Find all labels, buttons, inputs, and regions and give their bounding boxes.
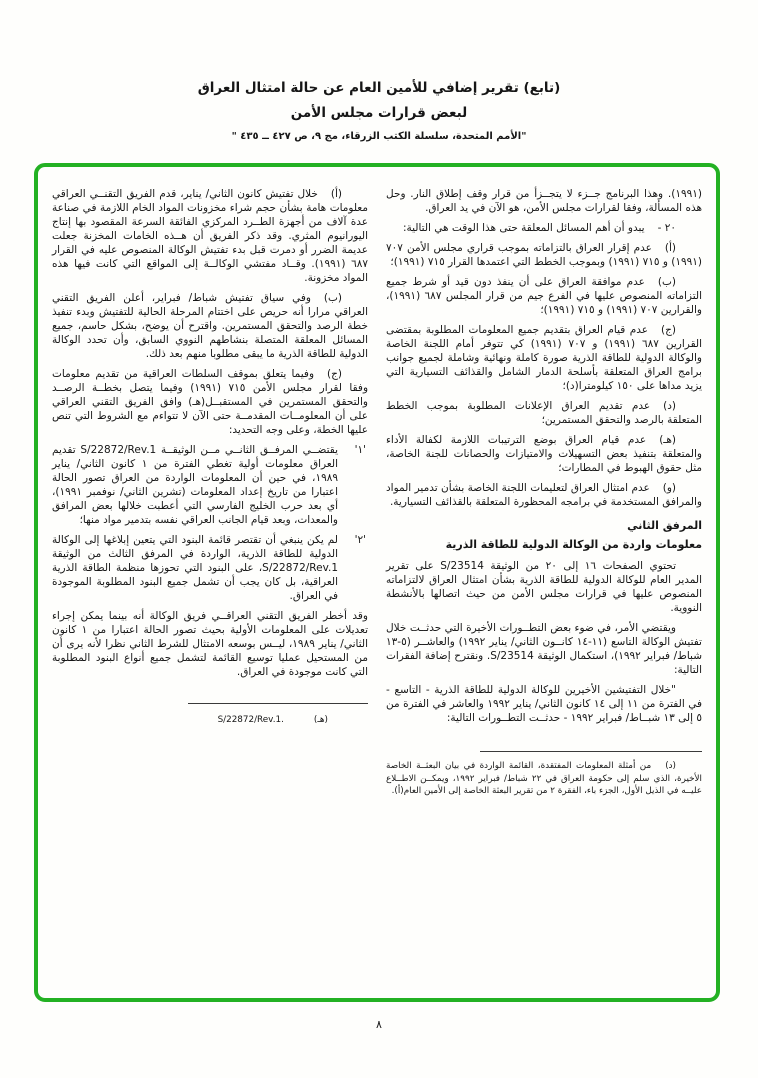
footnote-marker: (د) (665, 761, 676, 771)
list-item (386, 323, 702, 393)
paragraph-text: (١٩٩١). وهذا البرنامج جــزء لا يتجــزأ من قرار وقف إطلاق النار. وحل هذه المسألة، وفقا لقرارات مجلس الأمن، هو الآن في يد العراق. (386, 188, 702, 214)
list-item (386, 241, 702, 269)
paragraph-text: ويقتضي الأمر، في ضوء بعض التطــورات الأخيرة التي حدثــت خلال تفتيش الوكالة التاسع (١١-١٤ كانــون الثاني/ يناير ١٩٩٢) والعاشــر (٥-١٣ شباط/ فبراير ١٩٩٢)، استكمال الوثيقة S/23514. ونقترح إضافة الفقرات التالية: (386, 622, 702, 676)
paragraph-text: عدم تقديم العراق الإعلانات المطلوبة بموجب الخطط المتعلقة بالرصد والتحقق المستمرين؛ (386, 400, 702, 426)
list-item (386, 275, 702, 317)
two-column-layout (38, 167, 716, 998)
paragraph-text: وفي سياق تفتيش شباط/ فبراير، أعلن الفريق التقني العراقي مرارا أنه حريص على اختتام المرحلة الحالية للتفتيش وبدء تنفيذ خطة الرصد والتحقق المستمرين. واقترح أن يوضح، بشكل حاسم، جميع المسائل المعلقة المتصلة بنشاطهم النووي السابق، وأن تحدد الوكالة الدولية للطاقة الذرية ما يبقى مطلوبا منهم بعد ذلك. (52, 292, 368, 360)
footnote (386, 760, 702, 798)
list-item (386, 481, 702, 509)
paragraph-text: تحتوي الصفحات ١٦ إلى ٢٠ من الوثيقة S/23514 على تقرير المدير العام للوكالة الدولية للطاقة الذرية بشأن امتثال العراق لالتزاماته المنصوص عليها في قرارات مجلس الأمن من حيث اتصالها بالأنشطة النووية. (386, 560, 702, 614)
paragraph-text: خلال تفتيش كانون الثاني/ يناير، قدم الفريق التقنــي العراقي معلومات هامة بشأن حجم شراء مخزونات المواد الخام اللازمة في صناعة عدة آلاف من أجهزة الطــرد المركزي الفائقة السرعة المقصود بها إنتاج اليورانيوم المثري. وقد ذكر الفريق أن هــذه الخامات المخزنة جعلت عديمة الضرر أو دمرت قبل بدء تفتيش الوكالة المنصوص عليه في القرار ٦٨٧ (١٩٩١). وقــاد مفتشي الوكالــة إلى المواقع التي كانت فيها هذه المواد مخزونة. (52, 188, 369, 284)
footnote-divider (480, 751, 702, 752)
item-marker: (و) (662, 482, 676, 494)
right-column (386, 187, 702, 998)
page-number: ٨ (376, 1018, 382, 1031)
footnote-text: S/22872/Rev.1. (217, 715, 284, 725)
footnote-marker: (هـ) (313, 715, 328, 725)
left-column (52, 187, 368, 998)
paragraph-text: عدم قيام العراق بتقديم جميع المعلومات المطلوبة بمقتضى القرارين ٦٨٧ (١٩٩١) و ٧٠٧ (١٩٩١) كي تتوفر أمام اللجنة الخاصة والوكالة الدولية للطاقة الذرية صورة كاملة ونهائية وشاملة لجميع جوانب برامج العراق المتعلقة بأسلحة الدمار الشامل والقذائف التسيارية التي يزيد مداها على ١٥٠ كيلومترا(د)؛ (386, 324, 702, 392)
paragraph-text: وفيما يتعلق بموقف السلطات العراقية من تقديم معلومات وفقا لقرار مجلس الأمن ٧١٥ (١٩٩١) وفيما يتصل بخطــة الرصــد والتحقق المستمرين في المستقبــل(هـ) وافق الفريق التقني العراقي على أن المعلومــات المقدمــة حتى الآن لا تتواءم مع الشروط التي تنص عليها الخطة، وعلى وجه التحديد: (52, 368, 369, 436)
item-marker: (أ) (664, 242, 676, 254)
paragraph (52, 609, 368, 679)
paragraph-text: يقتضــي المرفــق الثانــي مــن الوثيقــة S/22872/Rev.1 تقديم العراق معلومات أولية تغطي الفترة من ١ كانون الثاني/ يناير ١٩٨٩، في حين أن المعلومات الواردة من العراق تصور الحالة اعتبارا من تاريخ إعداد المعلومات (تشرين الثاني/ نوفمبر ١٩٩١)، أي بعد حرب الخليج الفارسي التي أعطبت خلالها بعض المرافق والمعدات، وبعد قيام الجانب العراقي نفسه بتدمير مواد منها؛ (52, 444, 338, 526)
list-item (52, 291, 368, 361)
report-title-line2: لبعض قرارات مجلس الأمن (290, 105, 468, 121)
annex-heading: المرفق الثاني (627, 519, 702, 532)
item-marker: (د) (663, 400, 676, 412)
source-citation: "الأمم المتحدة، سلسلة الكتب الزرقاء، مج ٩، ص ٤٢٧ ــ ٤٣٥ " (231, 131, 527, 142)
list-item (386, 399, 702, 427)
paragraph-number: ٢٠ - (657, 222, 676, 234)
paragraph-text: وقد أخطر الفريق التقني العراقــي فريق الوكالة أنه بينما يمكن إجراء تعديلات على المعلومات الأولية بحيث تصور الحالة اعتبارا من ١ كانون الثاني/ يناير ١٩٨٩، ليــس بوسعه الامتثال للشرط الثاني نظرا لأنه يرى أن من المستحيل عمليا توسيع القائمة لتشمل جميع أنواع البنود المطلوبة التي كانت موجودة في العراق. (52, 610, 369, 678)
item-marker: (ج) (327, 368, 342, 380)
item-marker: (ج) (661, 324, 676, 336)
report-title-line1: (تابع) تقرير إضافي للأمين العام عن حالة امتثال العراق (197, 80, 561, 96)
page-header (0, 80, 758, 142)
content-border-box (34, 163, 720, 1002)
footnote-text: من أمثلة المعلومات المفتقدة، القائمة الواردة في بيان البعثــة الخاصة الأخيرة، الذي سلم إلى حكومة العراق في ٢٢ شباط/ فبراير ١٩٩٢، ويمكــن الاطــلاع عليــه في الذيل الأول، الجزء باء، الفقرة ٢ من تقرير البعثة الخاصة إلى الأمين العام(أ). (386, 761, 703, 796)
sub-item (52, 443, 368, 527)
sub-item (52, 533, 368, 603)
annex-subheading: معلومات واردة من الوكالة الدولية للطاقة الذرية (445, 538, 702, 551)
paragraph-text: "خلال التفتيشين الأخيرين للوكالة الدولية للطاقة الذرية - التاسع - في الفترة من ١١ إلى ١٤ كانون الثاني/ يناير ١٩٩٢ والعاشر في الفترة من ٥ إلى ١٣ شبــاط/ فبراير ١٩٩٢ - حدثــت التطــورات التالية: (386, 684, 702, 724)
paragraph-text: لم يكن ينبغي أن تقتصر قائمة البنود التي يتعين إبلاغها إلى الوكالة الدولية للطاقة الذرية، الواردة في المرفق الثالث من الوثيقة S/22872/Rev.1، على البنود التي تحوزها منظمة الطاقة الذرية العراقية، بل كان يجب أن تشمل جميع البنود المطلوبة الموجودة في العراق. (52, 534, 338, 602)
paragraph-text: عدم إقرار العراق بالتزاماته بموجب قراري مجلس الأمن ٧٠٧ (١٩٩١) و ٧١٥ (١٩٩١) وبموجب الخطط التي اعتمدها القرار ٧١٥ (١٩٩١)؛ (386, 242, 702, 268)
paragraph (386, 221, 702, 235)
item-marker: (أ) (330, 188, 342, 200)
item-marker: (ب) (323, 292, 342, 304)
paragraph (386, 621, 702, 677)
paragraph-text: عدم موافقة العراق على أن ينفذ دون قيد أو شرط جميع التزاماته المنصوص عليها في الفرع جيم من قرار المجلس ٦٨٧ (١٩٩١)، والقرارين ٧٠٧ (١٩٩١) و ٧١٥ (١٩٩١)؛ (386, 276, 702, 316)
paragraph-text: يبدو أن أهم المسائل المعلقة حتى هذا الوقت هي التالية: (402, 222, 645, 234)
paragraph (386, 559, 702, 615)
footnote (52, 714, 368, 727)
sub-item-marker: '٢' (354, 534, 366, 546)
item-marker: (هـ) (659, 434, 676, 446)
list-item (52, 187, 368, 285)
footnote-divider (188, 703, 368, 704)
paragraph-text: عدم قيام العراق بوضع الترتيبات اللازمة لكفالة الأداء والمتعلقة بتنفيذ بعض التسهيلات والامتيازات والحصانات للجنة الخاصة، مثل حقوق الهبوط في المطارات؛ (386, 434, 702, 474)
item-marker: (ب) (657, 276, 676, 288)
list-item (52, 367, 368, 437)
sub-item-marker: '١' (354, 444, 366, 456)
paragraph (386, 187, 702, 215)
paragraph-text: عدم امتثال العراق لتعليمات اللجنة الخاصة بشأن تدمير المواد والمرافق المستخدمة في برامجه المحظورة المتعلقة بالقذائف التسيارية. (386, 482, 702, 508)
paragraph (386, 683, 702, 725)
list-item (386, 433, 702, 475)
